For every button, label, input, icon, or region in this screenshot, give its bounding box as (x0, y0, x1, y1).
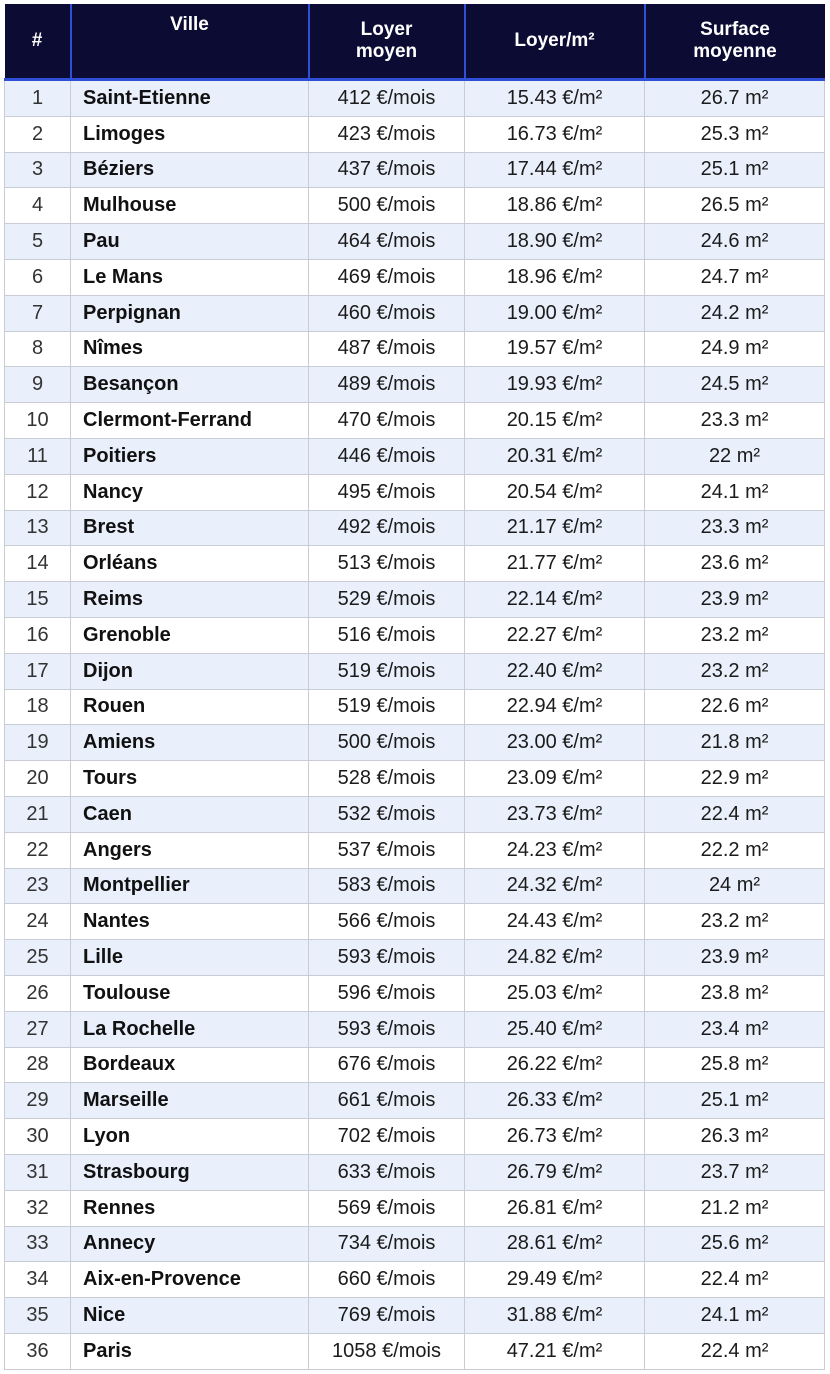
table-row (5, 653, 825, 689)
cell-rent: 676 €/mois (309, 1047, 465, 1083)
cell-surface: 26.3 m² (645, 1119, 825, 1155)
cell-rank: 10 (5, 403, 71, 439)
cell-surface: 22.6 m² (645, 689, 825, 725)
cell-surface: 24.7 m² (645, 259, 825, 295)
cell-city: Nancy (71, 474, 309, 510)
cell-city: Angers (71, 832, 309, 868)
cell-surface: 23.2 m² (645, 904, 825, 940)
cell-rent-per-sqm: 20.31 €/m² (465, 438, 645, 474)
cell-city: Grenoble (71, 617, 309, 653)
cell-city: Brest (71, 510, 309, 546)
header-rent-per-sqm: Loyer/m² (465, 4, 645, 80)
cell-rent: 1058 €/mois (309, 1333, 465, 1369)
cell-surface: 24.2 m² (645, 295, 825, 331)
table-row (5, 331, 825, 367)
cell-rank: 7 (5, 295, 71, 331)
cell-rank: 11 (5, 438, 71, 474)
table-row (5, 832, 825, 868)
cell-surface: 22.4 m² (645, 1262, 825, 1298)
cell-rent-per-sqm: 22.40 €/m² (465, 653, 645, 689)
cell-rent: 492 €/mois (309, 510, 465, 546)
table-row (5, 1262, 825, 1298)
table-row (5, 1226, 825, 1262)
cell-rent-per-sqm: 20.54 €/m² (465, 474, 645, 510)
cell-city: Lille (71, 940, 309, 976)
cell-surface: 24.9 m² (645, 331, 825, 367)
table-row (5, 1333, 825, 1369)
cell-rent-per-sqm: 23.09 €/m² (465, 761, 645, 797)
cell-rank: 4 (5, 188, 71, 224)
cell-city: Amiens (71, 725, 309, 761)
cell-rent-per-sqm: 26.22 €/m² (465, 1047, 645, 1083)
cell-rent-per-sqm: 18.86 €/m² (465, 188, 645, 224)
table-row (5, 1190, 825, 1226)
cell-city: Béziers (71, 152, 309, 188)
cell-surface: 22.9 m² (645, 761, 825, 797)
cell-rent: 566 €/mois (309, 904, 465, 940)
cell-rent: 596 €/mois (309, 975, 465, 1011)
cell-surface: 25.1 m² (645, 152, 825, 188)
cell-surface: 24.5 m² (645, 367, 825, 403)
cell-rent-per-sqm: 26.79 €/m² (465, 1154, 645, 1190)
cell-city: Mulhouse (71, 188, 309, 224)
cell-city: Pau (71, 224, 309, 260)
cell-rent: 519 €/mois (309, 653, 465, 689)
header-rent (309, 4, 465, 80)
cell-rent: 529 €/mois (309, 582, 465, 618)
cell-surface: 23.4 m² (645, 1011, 825, 1047)
cell-rank: 14 (5, 546, 71, 582)
cell-city: Nantes (71, 904, 309, 940)
table-row (5, 367, 825, 403)
cell-rent-per-sqm: 26.73 €/m² (465, 1119, 645, 1155)
cell-rent-per-sqm: 26.81 €/m² (465, 1190, 645, 1226)
cell-rank: 22 (5, 832, 71, 868)
cell-rent-per-sqm: 29.49 €/m² (465, 1262, 645, 1298)
cell-rent: 516 €/mois (309, 617, 465, 653)
cell-rent-per-sqm: 22.27 €/m² (465, 617, 645, 653)
cell-city: Caen (71, 796, 309, 832)
table-row (5, 689, 825, 725)
cell-rank: 36 (5, 1333, 71, 1369)
cell-rank: 33 (5, 1226, 71, 1262)
cell-surface: 25.1 m² (645, 1083, 825, 1119)
cell-rank: 8 (5, 331, 71, 367)
cell-rent: 734 €/mois (309, 1226, 465, 1262)
cell-city: Tours (71, 761, 309, 797)
cell-surface: 22.4 m² (645, 796, 825, 832)
table-row (5, 975, 825, 1011)
cell-surface: 25.8 m² (645, 1047, 825, 1083)
cell-rank: 20 (5, 761, 71, 797)
cell-surface: 23.8 m² (645, 975, 825, 1011)
cell-rent-per-sqm: 24.23 €/m² (465, 832, 645, 868)
cell-rent-per-sqm: 17.44 €/m² (465, 152, 645, 188)
cell-rank: 23 (5, 868, 71, 904)
cell-rent-per-sqm: 18.90 €/m² (465, 224, 645, 260)
cell-rent: 660 €/mois (309, 1262, 465, 1298)
cell-city: Marseille (71, 1083, 309, 1119)
table-row (5, 1154, 825, 1190)
cell-rent-per-sqm: 21.77 €/m² (465, 546, 645, 582)
cell-city: Nice (71, 1298, 309, 1334)
cell-rent-per-sqm: 19.00 €/m² (465, 295, 645, 331)
table-row (5, 116, 825, 152)
cell-rent-per-sqm: 28.61 €/m² (465, 1226, 645, 1262)
cell-rent-per-sqm: 24.32 €/m² (465, 868, 645, 904)
cell-surface: 22.4 m² (645, 1333, 825, 1369)
cell-city: Le Mans (71, 259, 309, 295)
cell-city: Paris (71, 1333, 309, 1369)
cell-city: Strasbourg (71, 1154, 309, 1190)
cell-surface: 25.3 m² (645, 116, 825, 152)
cell-rank: 2 (5, 116, 71, 152)
cell-rank: 18 (5, 689, 71, 725)
cell-rent: 702 €/mois (309, 1119, 465, 1155)
cell-rent: 537 €/mois (309, 832, 465, 868)
cell-rent-per-sqm: 23.73 €/m² (465, 796, 645, 832)
cell-rent-per-sqm: 24.82 €/m² (465, 940, 645, 976)
table-row (5, 1011, 825, 1047)
cell-rank: 13 (5, 510, 71, 546)
cell-city: Dijon (71, 653, 309, 689)
cell-rank: 12 (5, 474, 71, 510)
cell-rent: 593 €/mois (309, 1011, 465, 1047)
cell-rent: 661 €/mois (309, 1083, 465, 1119)
cell-rent: 769 €/mois (309, 1298, 465, 1334)
cell-rank: 6 (5, 259, 71, 295)
cell-surface: 26.5 m² (645, 188, 825, 224)
table-row (5, 940, 825, 976)
cell-rank: 24 (5, 904, 71, 940)
cell-surface: 26.7 m² (645, 80, 825, 117)
header-surface (645, 4, 825, 80)
cell-rent: 569 €/mois (309, 1190, 465, 1226)
cell-city: Bordeaux (71, 1047, 309, 1083)
cell-rank: 3 (5, 152, 71, 188)
cell-rank: 16 (5, 617, 71, 653)
table-row (5, 152, 825, 188)
table-row (5, 617, 825, 653)
cell-surface: 24.6 m² (645, 224, 825, 260)
cell-surface: 23.3 m² (645, 403, 825, 439)
cell-rent-per-sqm: 22.94 €/m² (465, 689, 645, 725)
header-row (5, 4, 825, 80)
cell-rank: 17 (5, 653, 71, 689)
cell-surface: 23.9 m² (645, 940, 825, 976)
cell-rent-per-sqm: 18.96 €/m² (465, 259, 645, 295)
table-row (5, 224, 825, 260)
cell-city: Nîmes (71, 331, 309, 367)
cell-city: Saint-Etienne (71, 80, 309, 117)
cell-rent-per-sqm: 24.43 €/m² (465, 904, 645, 940)
cell-rent-per-sqm: 31.88 €/m² (465, 1298, 645, 1334)
cell-rank: 32 (5, 1190, 71, 1226)
cell-rank: 5 (5, 224, 71, 260)
table-row (5, 761, 825, 797)
header-rent-line2: moyen (355, 41, 418, 62)
cell-city: Rouen (71, 689, 309, 725)
table-row (5, 438, 825, 474)
table-row (5, 725, 825, 761)
cell-rent: 437 €/mois (309, 152, 465, 188)
header-surface-line2: moyenne (693, 41, 777, 62)
cell-rank: 35 (5, 1298, 71, 1334)
cell-city: Limoges (71, 116, 309, 152)
cell-rank: 21 (5, 796, 71, 832)
cell-rent: 583 €/mois (309, 868, 465, 904)
cell-rent-per-sqm: 16.73 €/m² (465, 116, 645, 152)
cell-surface: 25.6 m² (645, 1226, 825, 1262)
cell-rent: 423 €/mois (309, 116, 465, 152)
cell-surface: 23.7 m² (645, 1154, 825, 1190)
cell-city: Reims (71, 582, 309, 618)
cell-rent-per-sqm: 21.17 €/m² (465, 510, 645, 546)
cell-city: Perpignan (71, 295, 309, 331)
cell-rent: 593 €/mois (309, 940, 465, 976)
cell-rent-per-sqm: 20.15 €/m² (465, 403, 645, 439)
cell-rent: 469 €/mois (309, 259, 465, 295)
cell-rent: 532 €/mois (309, 796, 465, 832)
table-row (5, 546, 825, 582)
table-row (5, 1119, 825, 1155)
header-rank: # (5, 4, 71, 80)
table-row (5, 80, 825, 117)
cell-city: Rennes (71, 1190, 309, 1226)
cell-rent: 500 €/mois (309, 725, 465, 761)
cell-city: Montpellier (71, 868, 309, 904)
cell-surface: 21.8 m² (645, 725, 825, 761)
cell-rent: 460 €/mois (309, 295, 465, 331)
cell-rank: 26 (5, 975, 71, 1011)
cell-rent: 487 €/mois (309, 331, 465, 367)
table-row (5, 403, 825, 439)
cell-rent: 513 €/mois (309, 546, 465, 582)
cell-rent: 412 €/mois (309, 80, 465, 117)
cell-rank: 29 (5, 1083, 71, 1119)
table-row (5, 1047, 825, 1083)
table-row (5, 868, 825, 904)
table-header (5, 4, 825, 80)
cell-rent-per-sqm: 19.93 €/m² (465, 367, 645, 403)
cell-rank: 27 (5, 1011, 71, 1047)
table-body (5, 80, 825, 1370)
table-row (5, 1298, 825, 1334)
cell-rent-per-sqm: 23.00 €/m² (465, 725, 645, 761)
cell-surface: 22 m² (645, 438, 825, 474)
rent-table (4, 4, 825, 1370)
table-row (5, 259, 825, 295)
table-row (5, 582, 825, 618)
table-row (5, 295, 825, 331)
table-row (5, 796, 825, 832)
cell-rank: 28 (5, 1047, 71, 1083)
cell-rent-per-sqm: 25.40 €/m² (465, 1011, 645, 1047)
cell-rank: 31 (5, 1154, 71, 1190)
cell-surface: 22.2 m² (645, 832, 825, 868)
cell-city: Besançon (71, 367, 309, 403)
cell-rent: 446 €/mois (309, 438, 465, 474)
cell-rent-per-sqm: 19.57 €/m² (465, 331, 645, 367)
table-row (5, 474, 825, 510)
cell-surface: 24.1 m² (645, 474, 825, 510)
cell-city: Aix-en-Provence (71, 1262, 309, 1298)
cell-rent-per-sqm: 22.14 €/m² (465, 582, 645, 618)
cell-surface: 23.9 m² (645, 582, 825, 618)
table-row (5, 1083, 825, 1119)
cell-surface: 23.6 m² (645, 546, 825, 582)
cell-city: Annecy (71, 1226, 309, 1262)
cell-rank: 34 (5, 1262, 71, 1298)
cell-city: Lyon (71, 1119, 309, 1155)
cell-city: Orléans (71, 546, 309, 582)
cell-rank: 1 (5, 80, 71, 117)
cell-rent-per-sqm: 25.03 €/m² (465, 975, 645, 1011)
header-surface-line1: Surface (700, 19, 770, 40)
cell-rent: 633 €/mois (309, 1154, 465, 1190)
header-rent-line1: Loyer (360, 19, 413, 40)
table-row (5, 904, 825, 940)
cell-city: La Rochelle (71, 1011, 309, 1047)
cell-surface: 23.2 m² (645, 653, 825, 689)
cell-rent: 528 €/mois (309, 761, 465, 797)
cell-rent: 464 €/mois (309, 224, 465, 260)
cell-rent: 495 €/mois (309, 474, 465, 510)
cell-rank: 19 (5, 725, 71, 761)
cell-rent-per-sqm: 47.21 €/m² (465, 1333, 645, 1369)
cell-rent-per-sqm: 15.43 €/m² (465, 80, 645, 117)
cell-city: Clermont-Ferrand (71, 403, 309, 439)
cell-surface: 24 m² (645, 868, 825, 904)
cell-surface: 23.3 m² (645, 510, 825, 546)
cell-city: Poitiers (71, 438, 309, 474)
cell-rank: 9 (5, 367, 71, 403)
cell-rank: 30 (5, 1119, 71, 1155)
cell-surface: 21.2 m² (645, 1190, 825, 1226)
table-row (5, 510, 825, 546)
cell-surface: 23.2 m² (645, 617, 825, 653)
cell-rank: 25 (5, 940, 71, 976)
cell-rank: 15 (5, 582, 71, 618)
cell-rent: 489 €/mois (309, 367, 465, 403)
cell-surface: 24.1 m² (645, 1298, 825, 1334)
header-city: Ville (71, 4, 309, 80)
cell-rent: 519 €/mois (309, 689, 465, 725)
cell-rent-per-sqm: 26.33 €/m² (465, 1083, 645, 1119)
cell-rent: 470 €/mois (309, 403, 465, 439)
table-row (5, 188, 825, 224)
cell-city: Toulouse (71, 975, 309, 1011)
cell-rent: 500 €/mois (309, 188, 465, 224)
